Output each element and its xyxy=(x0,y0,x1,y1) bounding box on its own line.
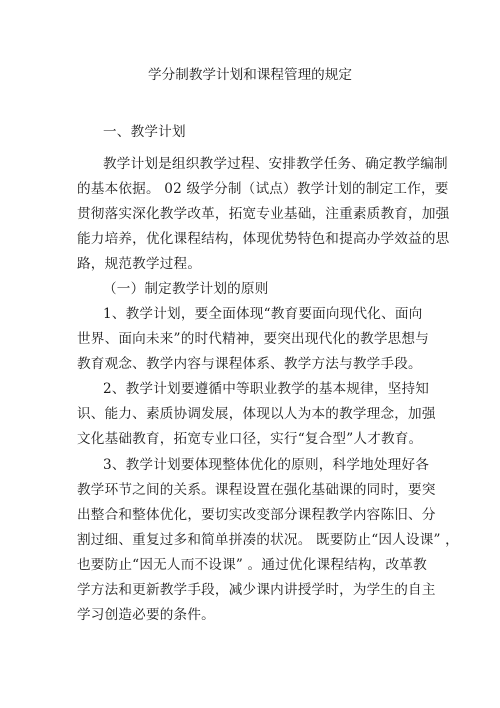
paragraph-line: 世界、面向未来”的时代精神，要突出现代化的教学思想与 xyxy=(77,331,429,347)
paragraph-line: 学方法和更新教学手段，减少课内讲授学时，为学生的自主 xyxy=(77,582,436,598)
paragraph-line: 文化基础教育，拓宽专业口径，实行“复合型”人才教育。 xyxy=(77,431,423,447)
paragraph-line: 贯彻落实深化教学改革，拓宽专业基础，注重素质教育，加强 xyxy=(77,206,450,222)
paragraph-line: 教学计划是组织教学过程、安排教学任务、确定教学编制 xyxy=(103,156,448,172)
paragraph-line: 也要防止“因无人而不设课” 。通过优化课程结构，改革教 xyxy=(77,557,427,573)
paragraph-line: 教育观念、教学内容与课程体系、教学方法与教学手段。 xyxy=(77,356,422,372)
paragraph-line: 出整合和整体优化，要切实改变部分课程教学内容陈旧、分 xyxy=(77,507,436,523)
paragraph-line: 路，规范教学过程。 xyxy=(77,256,202,272)
paragraph-line: 教学环节之间的关系。课程设置在强化基础课的同时，要突 xyxy=(77,482,436,498)
paragraph-line: 割过细、重复过多和简单拼凑的状况。 既要防止“因人设课” ， xyxy=(77,532,459,548)
paragraph-line: 学习创造必要的条件。 xyxy=(77,607,215,623)
paragraph-line: 能力培养，优化课程结构，体现优势特色和提高办学效益的思 xyxy=(77,231,450,247)
paragraph-line: 2、教学计划要遵循中等职业教学的基本规律，坚持知 xyxy=(103,381,430,397)
document-title: 学分制教学计划和课程管理的规定 xyxy=(148,67,352,83)
paragraph-line: 1、教学计划，要全面体现“教育要面向现代化、面向 xyxy=(103,306,423,322)
section-heading: 一、教学计划 xyxy=(103,124,186,140)
paragraph-line: 的基本依据。 02 级学分制（试点）教学计划的制定工作，要 xyxy=(77,181,449,197)
paragraph-line: 识、能力、素质协调发展，体现以人为本的教学理念，加强 xyxy=(77,406,436,422)
subsection-heading: （一）制定教学计划的原则 xyxy=(103,281,269,297)
paragraph-line: 3、教学计划要体现整体优化的原则，科学地处理好各 xyxy=(103,457,430,473)
